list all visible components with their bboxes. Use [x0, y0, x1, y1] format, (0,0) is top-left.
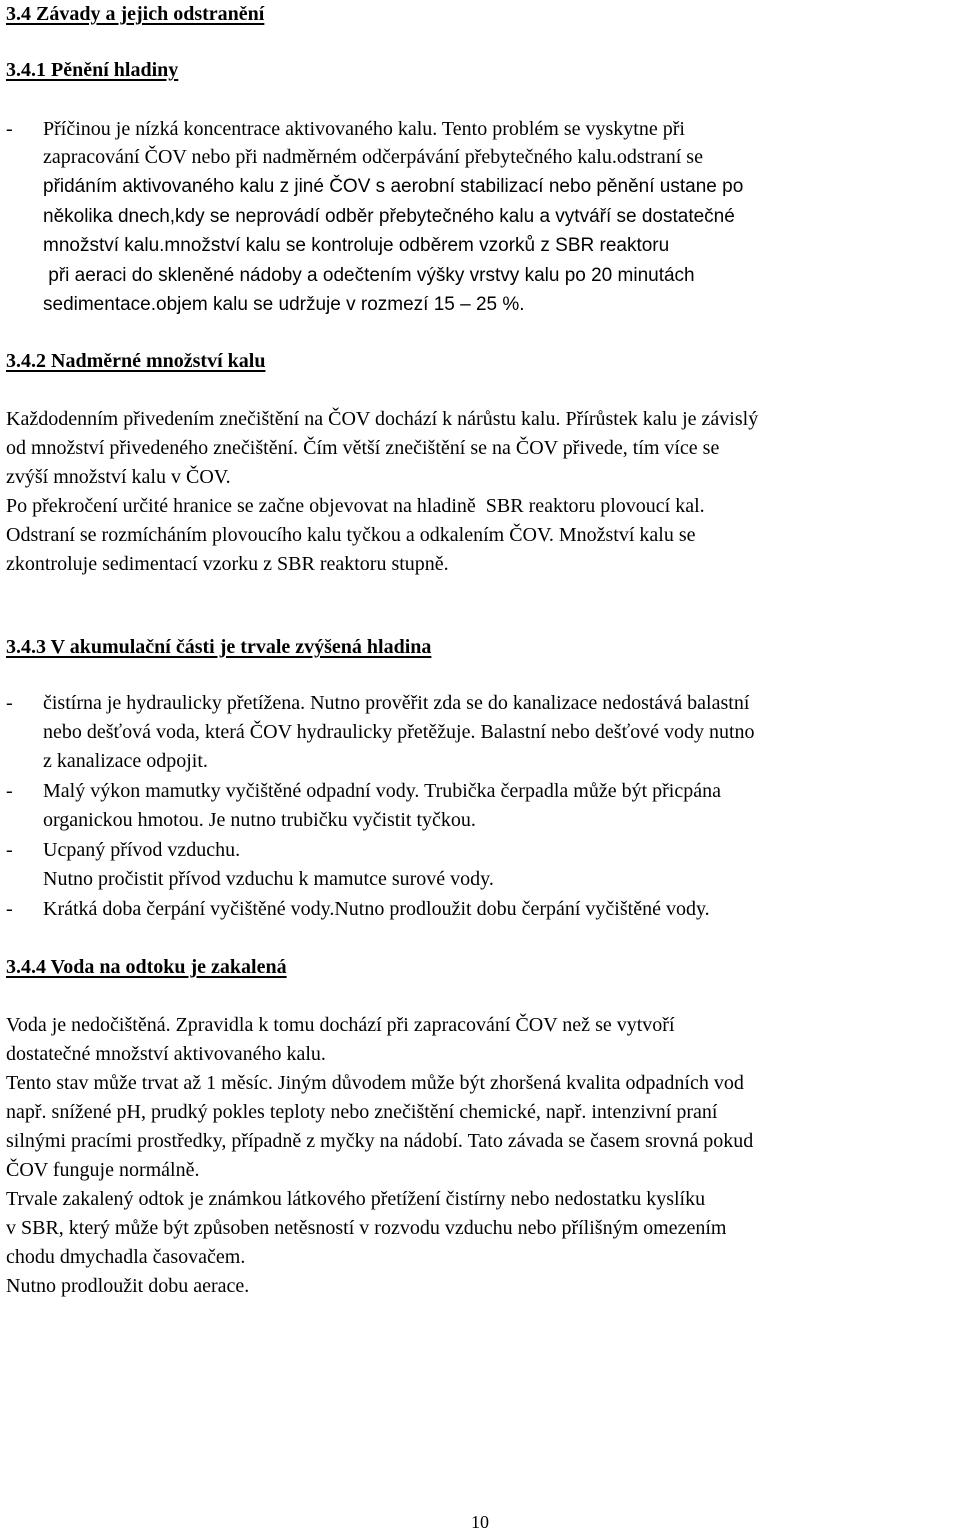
text-line: Každodenním přivedením znečištění na ČOV dochází k nárůstu kalu. Přírůstek kalu je závislý — [6, 408, 759, 430]
text-line: dostatečné množství aktivovaného kalu. — [6, 1043, 326, 1065]
section-heading-3-4-4: 3.4.4 Voda na odtoku je zakalená — [6, 956, 287, 978]
text-line: v SBR, který může být způsoben netěsností v rozvodu vzduchu nebo přílišným omezením — [6, 1217, 727, 1239]
bullet-dash: - — [6, 898, 13, 920]
bullet-dash: - — [6, 118, 13, 140]
section-heading-3-4: 3.4 Závady a jejich odstranění — [6, 3, 265, 25]
text-line: silnými pracími prostředky, případně z myčky na nádobí. Tato závada se časem srovná pokud — [6, 1130, 754, 1152]
section-heading-3-4-2: 3.4.2 Nadměrné množství kalu — [6, 350, 266, 372]
bullet-dash: - — [6, 780, 13, 802]
bullet-item-air-supply — [6, 836, 956, 894]
text-line: Tento stav může trvat až 1 měsíc. Jiným důvodem může být zhoršená kvalita odpadních vod — [6, 1072, 744, 1094]
bullet-item-pumping-time — [6, 895, 956, 924]
text-line: množství kalu.množství kalu se kontroluje odběrem vzorků z SBR reaktoru — [43, 235, 670, 256]
text-line: např. snížené pH, prudký pokles teploty nebo znečištění chemické, např. intenzivní praní — [6, 1101, 718, 1123]
text-line: čistírna je hydraulicky přetížena. Nutno prověřit zda se do kanalizace nedostává balastní — [43, 692, 750, 714]
bullet-item-foaming — [6, 115, 956, 320]
text-line: od množství přivedeného znečištění. Čím větší znečištění se na ČOV přivede, tím více se — [6, 437, 720, 459]
paragraph-excess-sludge — [6, 405, 956, 579]
page-number: 10 — [471, 1512, 489, 1532]
text-line: Nutno pročistit přívod vzduchu k mamutce surové vody. — [43, 868, 494, 890]
text-line: Nutno prodloužit dobu aerace. — [6, 1275, 250, 1297]
bullet-item-overload — [6, 689, 956, 776]
section-heading-3-4-3: 3.4.3 V akumulační části je trvale zvýšená hladina — [6, 636, 432, 658]
paragraph-turbid-outflow — [6, 1011, 956, 1301]
text-line: Malý výkon mamutky vyčištěné odpadní vody. Trubička čerpadla může být přicpána — [43, 780, 721, 802]
bullet-item-airlift — [6, 777, 956, 835]
text-line: organickou hmotou. Je nutno trubičku vyčistit tyčkou. — [43, 809, 476, 831]
text-line: Příčinou je nízká koncentrace aktivovaného kalu. Tento problém se vyskytne při — [43, 118, 685, 140]
text-line: Trvale zakalený odtok je známkou látkového přetížení čistírny nebo nedostatku kyslíku — [6, 1188, 706, 1210]
text-line: několika dnech,kdy se neprovádí odběr přebytečného kalu a vytváří se dostatečné — [43, 205, 735, 227]
text-line: Voda je nedočištěná. Zpravidla k tomu dochází při zapracování ČOV než se vytvoří — [6, 1014, 675, 1036]
text-line: z kanalizace odpojit. — [43, 750, 208, 772]
text-line: ČOV funguje normálně. — [6, 1159, 200, 1181]
bullet-dash: - — [6, 839, 13, 861]
section-heading-3-4-1: 3.4.1 Pěnění hladiny — [6, 59, 179, 81]
text-line: zvýší množství kalu v ČOV. — [6, 466, 231, 488]
text-line: Odstraní se rozmícháním plovoucího kalu tyčkou a odkalením ČOV. Množství kalu se — [6, 524, 696, 546]
text-line: zkontroluje sedimentací vzorku z SBR reaktoru stupně. — [6, 553, 449, 575]
text-line: Krátká doba čerpání vyčištěné vody.Nutno prodloužit dobu čerpání vyčištěné vody. — [43, 898, 710, 920]
text-line: Ucpaný přívod vzduchu. — [43, 839, 241, 861]
text-line: při aeraci do skleněné nádoby a odečtením výšky vrstvy kalu po 20 minutách — [43, 264, 695, 286]
text-line: zapracování ČOV nebo při nadměrném odčerpávání přebytečného kalu.odstraní se — [43, 146, 703, 168]
text-line: chodu dmychadla časovačem. — [6, 1246, 246, 1268]
text-line: Po překročení určité hranice se začne objevovat na hladině SBR reaktoru plovoucí kal. — [6, 495, 705, 517]
bullet-dash: - — [6, 692, 13, 714]
text-line: přidáním aktivovaného kalu z jiné ČOV s aerobní stabilizací nebo pěnění ustane po — [43, 176, 744, 197]
text-line: sedimentace.objem kalu se udržuje v rozmezí 15 – 25 %. — [43, 294, 525, 315]
text-line: nebo dešťová voda, která ČOV hydraulicky přetěžuje. Balastní nebo dešťové vody nutno — [43, 721, 755, 743]
